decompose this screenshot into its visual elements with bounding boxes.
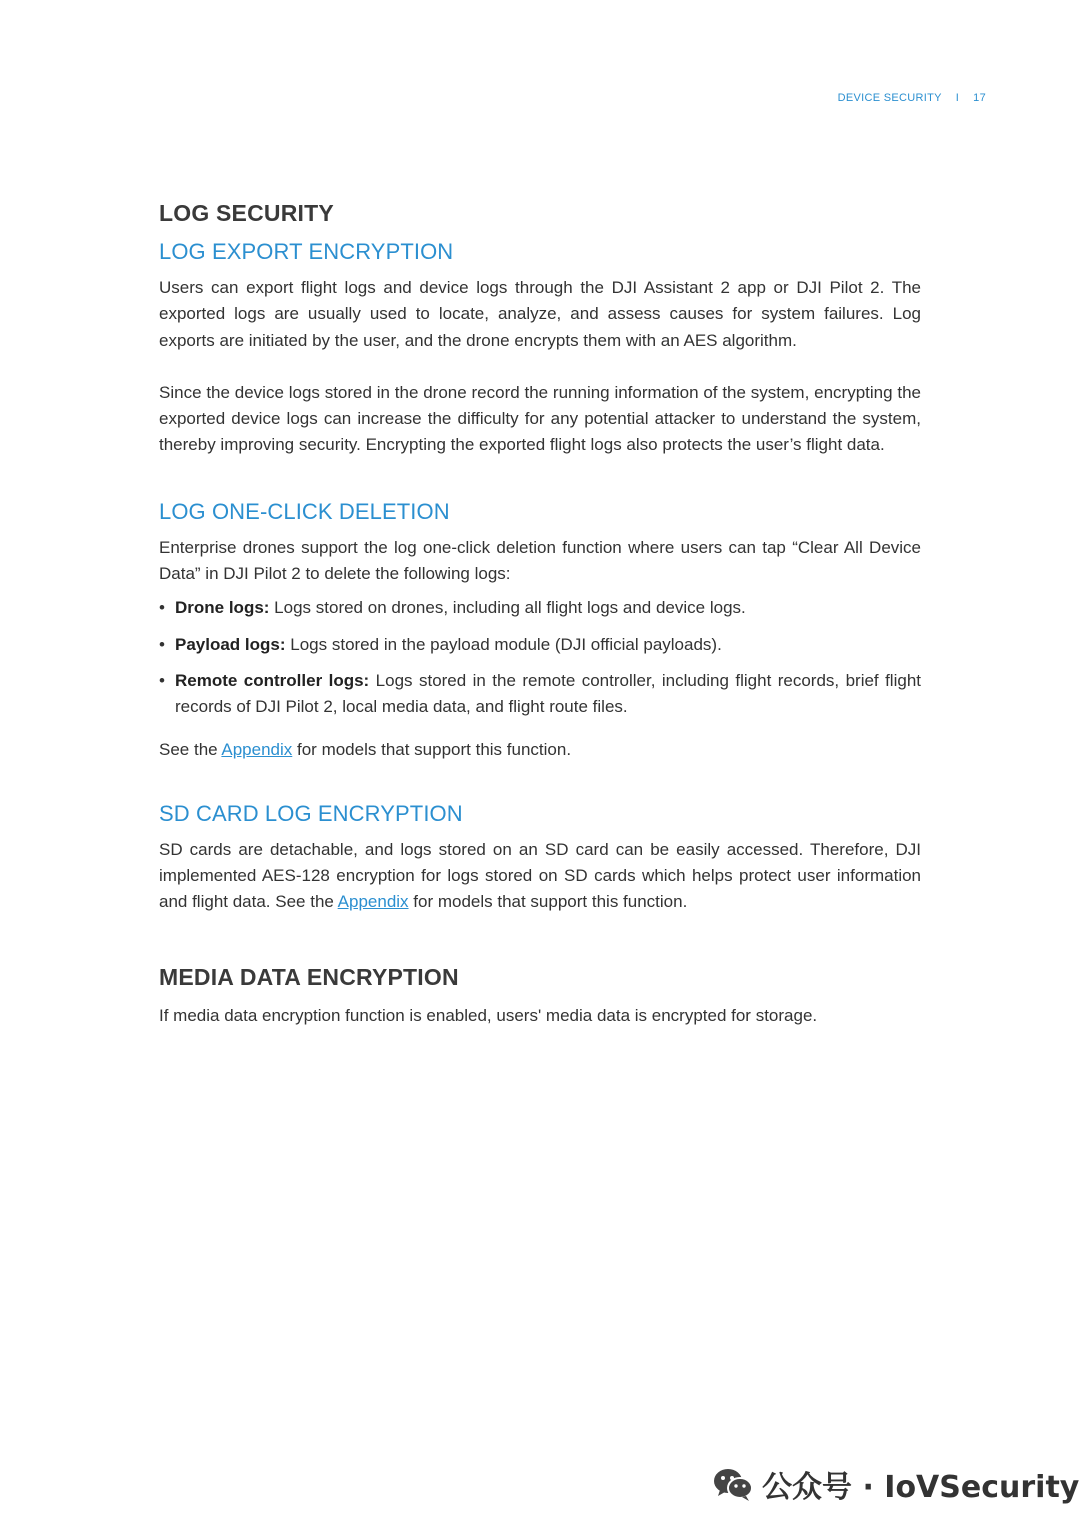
page-number: 17 <box>973 92 986 104</box>
watermark-text: 公众号 · IoVSecurity <box>762 1470 1080 1505</box>
subheading-sd-card-log-encryption: SD CARD LOG ENCRYPTION <box>159 800 463 826</box>
list-item-text: Logs stored in the payload module (DJI official payloads). <box>285 634 722 654</box>
see-prefix: See the <box>159 739 222 759</box>
paragraph-see-appendix <box>159 737 921 763</box>
list-item-text: Logs stored on drones, including all flight logs and device logs. <box>269 598 746 618</box>
watermark <box>712 1462 1079 1506</box>
deletion-list <box>159 595 921 720</box>
document-body <box>159 200 921 1029</box>
sd-card-suffix: for models that support this function. <box>408 892 688 912</box>
subheading-log-one-click-deletion: LOG ONE-CLICK DELETION <box>159 498 450 524</box>
list-item <box>159 632 921 658</box>
list-item-text: Logs stored in the remote controller, including flight records, brief flight records of DJI Pilot 2, local media data, and flight route files. <box>175 670 921 717</box>
bullet-icon: • <box>159 598 165 618</box>
bullet-icon: • <box>159 670 165 690</box>
sd-card-text: SD cards are detachable, and logs stored on an SD card can be easily accessed. Therefore, DJI implemented AES-128 encryption for logs stored on SD cards which helps protect user information and flight data. See the <box>159 839 921 912</box>
bullet-icon: • <box>159 634 165 654</box>
paragraph-export-2: Since the device logs stored in the drone record the running information of the system, encrypting the exported device logs can increase the difficulty for any potential attacker to understand the system, thereby improving security. Encrypting the exported flight logs also protects the user’s flight data. <box>159 382 921 455</box>
wechat-icon <box>712 1466 754 1502</box>
list-item-label: Drone logs: <box>175 598 270 618</box>
list-item-label: Remote controller logs: <box>175 670 370 690</box>
paragraph-deletion-intro: Enterprise drones support the log one-click deletion function where users can tap “Clear All Device Data” in DJI Pilot 2 to delete the following logs: <box>159 537 921 584</box>
header-separator: I <box>955 92 960 104</box>
paragraph-export-1: Users can export flight logs and device logs through the DJI Assistant 2 app or DJI Pilot 2. The exported logs are usually used to locate, analyze, and assess causes for system failures. Log exports are initiated by the user, and the drone encrypts them with an AES algorithm. <box>159 278 921 350</box>
section-title-media-data-encryption: MEDIA DATA ENCRYPTION <box>159 963 459 990</box>
list-item <box>159 668 921 721</box>
see-suffix: for models that support this function. <box>292 739 572 759</box>
list-item <box>159 595 921 621</box>
paragraph-media: If media data encryption function is enabled, users' media data is encrypted for storage. <box>159 1005 818 1025</box>
appendix-link[interactable]: Appendix <box>337 892 409 912</box>
appendix-link[interactable]: Appendix <box>221 739 293 759</box>
list-item-label: Payload logs: <box>175 634 286 654</box>
page-header <box>838 92 986 104</box>
section-title-log-security: LOG SECURITY <box>159 200 334 226</box>
paragraph-sd-card <box>159 837 921 916</box>
header-section: DEVICE SECURITY <box>837 92 942 104</box>
subheading-log-export-encryption: LOG EXPORT ENCRYPTION <box>159 239 454 264</box>
